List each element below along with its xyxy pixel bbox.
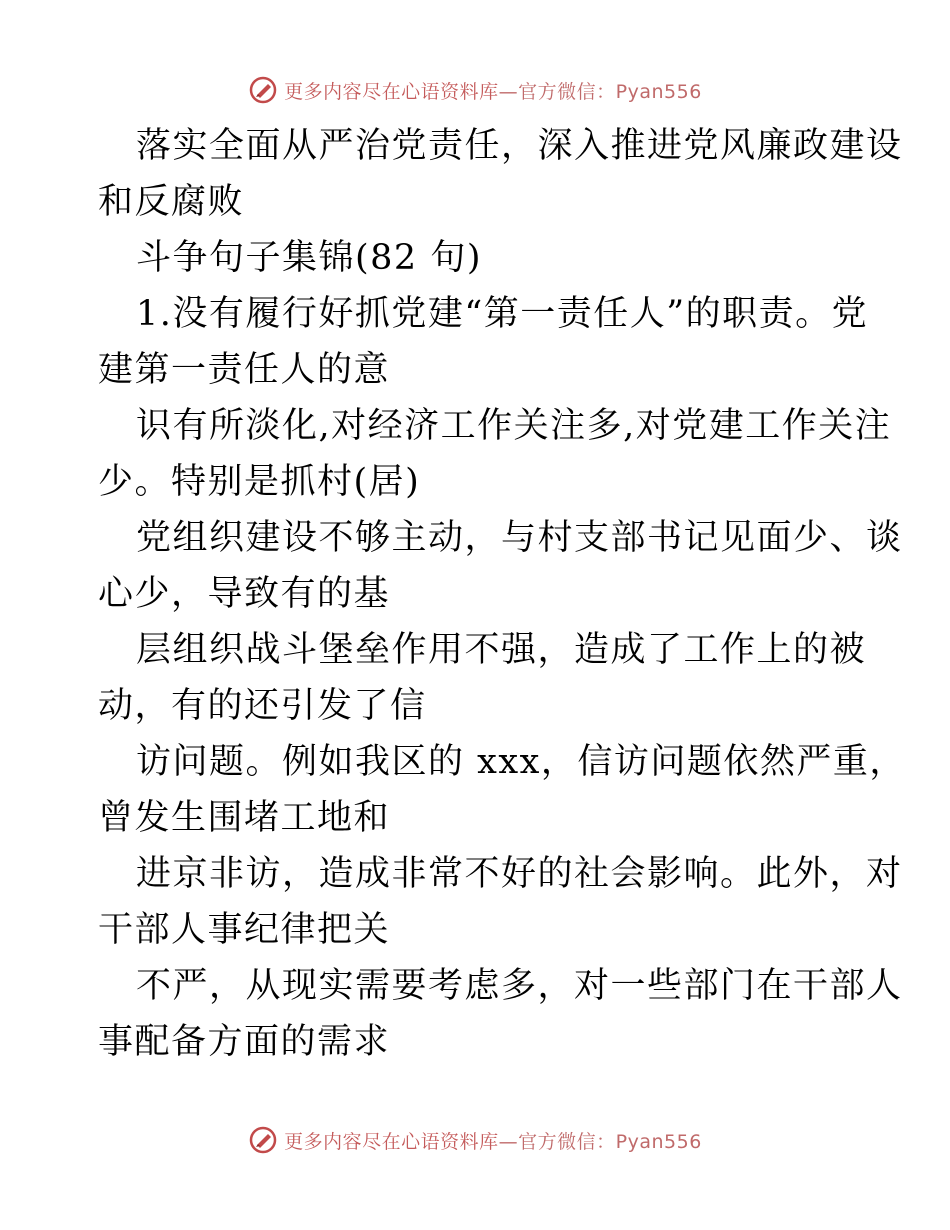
pen-circle-icon: [248, 1125, 278, 1155]
text-line: 事配备方面的需求: [98, 1022, 391, 1062]
text-line: 和反腐败: [98, 182, 245, 222]
text-line: 干部人事纪律把关: [98, 910, 391, 950]
watermark-main-text: 更多内容尽在心语资料库: [284, 80, 499, 103]
text-line: 不严，从现实需要考虑多，对一些部门在干部人: [136, 966, 903, 1006]
text-line: 曾发生围堵工地和: [98, 798, 391, 838]
text-line: 建第一责任人的意: [98, 350, 391, 390]
text-line: 进京非访，造成非常不好的社会影响。此外，对: [136, 854, 903, 894]
pen-circle-icon: [248, 75, 278, 105]
watermark-sub-text: —官方微信：Pyan556: [498, 80, 702, 103]
text-line: 层组织战斗堡垒作用不强，造成了工作上的被: [136, 630, 867, 670]
text-line: 少。特别是抓村(居): [98, 462, 421, 502]
header-watermark: [0, 70, 950, 110]
text-line: 落实全面从严治党责任，深入推进党风廉政建设: [136, 126, 903, 166]
footer-watermark: [0, 1120, 950, 1160]
text-line: 1.没有履行好抓党建“第一责任人”的职责。党: [136, 294, 869, 334]
text-line: 党组织建设不够主动，与村支部书记见面少、谈: [136, 518, 903, 558]
text-line: 斗争句子集锦(82 句): [136, 238, 482, 278]
document-body: [98, 118, 906, 1070]
watermark-main-text: 更多内容尽在心语资料库: [284, 1130, 499, 1153]
text-line: 心少，导致有的基: [98, 574, 391, 614]
text-line: 动，有的还引发了信: [98, 686, 427, 726]
watermark-sub-text: —官方微信：Pyan556: [498, 1130, 702, 1153]
text-line: 识有所淡化,对经济工作关注多,对党建工作关注: [136, 406, 892, 446]
text-line: 访问题。例如我区的 xxx，信访问题依然严重，: [136, 742, 906, 782]
